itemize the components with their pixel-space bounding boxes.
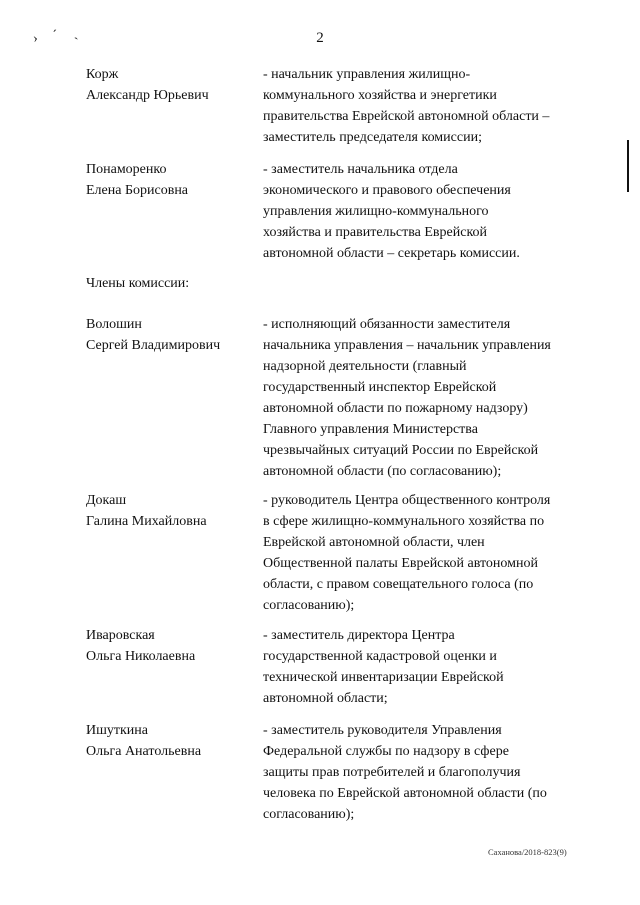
page-number: 2 <box>316 30 324 46</box>
member-name <box>86 64 246 106</box>
member-given-names: Галина Михайловна <box>86 514 207 529</box>
role-line: области, с правом совещательного голоса (по <box>263 577 534 592</box>
role-line: государственный инспектор Еврейской <box>263 380 497 395</box>
member-surname: Иваровская <box>86 628 155 643</box>
role-line: заместитель председателя комиссии; <box>263 130 482 145</box>
member-name <box>86 159 246 201</box>
role-line: технической инвентаризации Еврейской <box>263 670 504 685</box>
role-line: Еврейской автономной области, член <box>263 535 485 550</box>
member-name <box>86 625 246 667</box>
member-given-names: Александр Юрьевич <box>86 88 209 103</box>
role-line: чрезвычайных ситуаций России по Еврейской <box>263 443 539 458</box>
role-line: согласованию); <box>263 807 355 822</box>
member-given-names: Сергей Владимирович <box>86 338 221 353</box>
member-role <box>263 159 579 264</box>
role-line: - руководитель Центра общественного контроля <box>263 493 551 508</box>
role-line: защиты прав потребителей и благополучия <box>263 765 521 780</box>
role-line: Федеральной службы по надзору в сфере <box>263 744 509 759</box>
member-surname: Волошин <box>86 317 142 332</box>
member-role <box>263 64 579 148</box>
scan-marks: › ´ ˏ <box>32 24 85 47</box>
member-name <box>86 490 246 532</box>
role-line: согласованию); <box>263 598 355 613</box>
role-line: - исполняющий обязанности заместителя <box>263 317 511 332</box>
role-line: - заместитель директора Центра <box>263 628 455 643</box>
role-line: надзорной деятельности (главный <box>263 359 467 374</box>
role-line: экономического и правового обеспечения <box>263 183 511 198</box>
member-surname: Ишуткина <box>86 723 149 738</box>
role-line: Главного управления Министерства <box>263 422 478 437</box>
member-role <box>263 490 579 616</box>
role-line: начальника управления – начальник управления <box>263 338 551 353</box>
role-line: - начальник управления жилищно- <box>263 67 471 82</box>
member-surname: Понаморенко <box>86 162 167 177</box>
role-line: автономной области (по согласованию); <box>263 464 502 479</box>
role-line: государственной кадастровой оценки и <box>263 649 497 664</box>
member-role <box>263 625 579 709</box>
role-line: человека по Еврейской автономной области (по <box>263 786 547 801</box>
role-line: автономной области; <box>263 691 388 706</box>
role-line: правительства Еврейской автономной области – <box>263 109 550 124</box>
member-name <box>86 720 246 762</box>
member-surname: Корж <box>86 67 119 82</box>
margin-bar <box>627 140 629 192</box>
member-role <box>263 720 579 825</box>
member-given-names: Ольга Николаевна <box>86 649 196 664</box>
role-line: управления жилищно-коммунального <box>263 204 489 219</box>
role-line: - заместитель начальника отдела <box>263 162 458 177</box>
member-given-names: Ольга Анатольевна <box>86 744 202 759</box>
role-line: коммунального хозяйства и энергетики <box>263 88 497 103</box>
role-line: - заместитель руководителя Управления <box>263 723 502 738</box>
role-line: хозяйства и правительства Еврейской <box>263 225 488 240</box>
member-role <box>263 314 579 482</box>
members-heading: Члены комиссии: <box>86 276 190 291</box>
document-footer-code: Саханова/2018-823(9) <box>488 847 567 857</box>
member-given-names: Елена Борисовна <box>86 183 189 198</box>
role-line: автономной области – секретарь комиссии. <box>263 246 520 261</box>
role-line: Общественной палаты Еврейской автономной <box>263 556 538 571</box>
member-name <box>86 314 246 356</box>
member-surname: Докаш <box>86 493 127 508</box>
role-line: автономной области по пожарному надзору) <box>263 401 528 416</box>
role-line: в сфере жилищно-коммунального хозяйства по <box>263 514 545 529</box>
